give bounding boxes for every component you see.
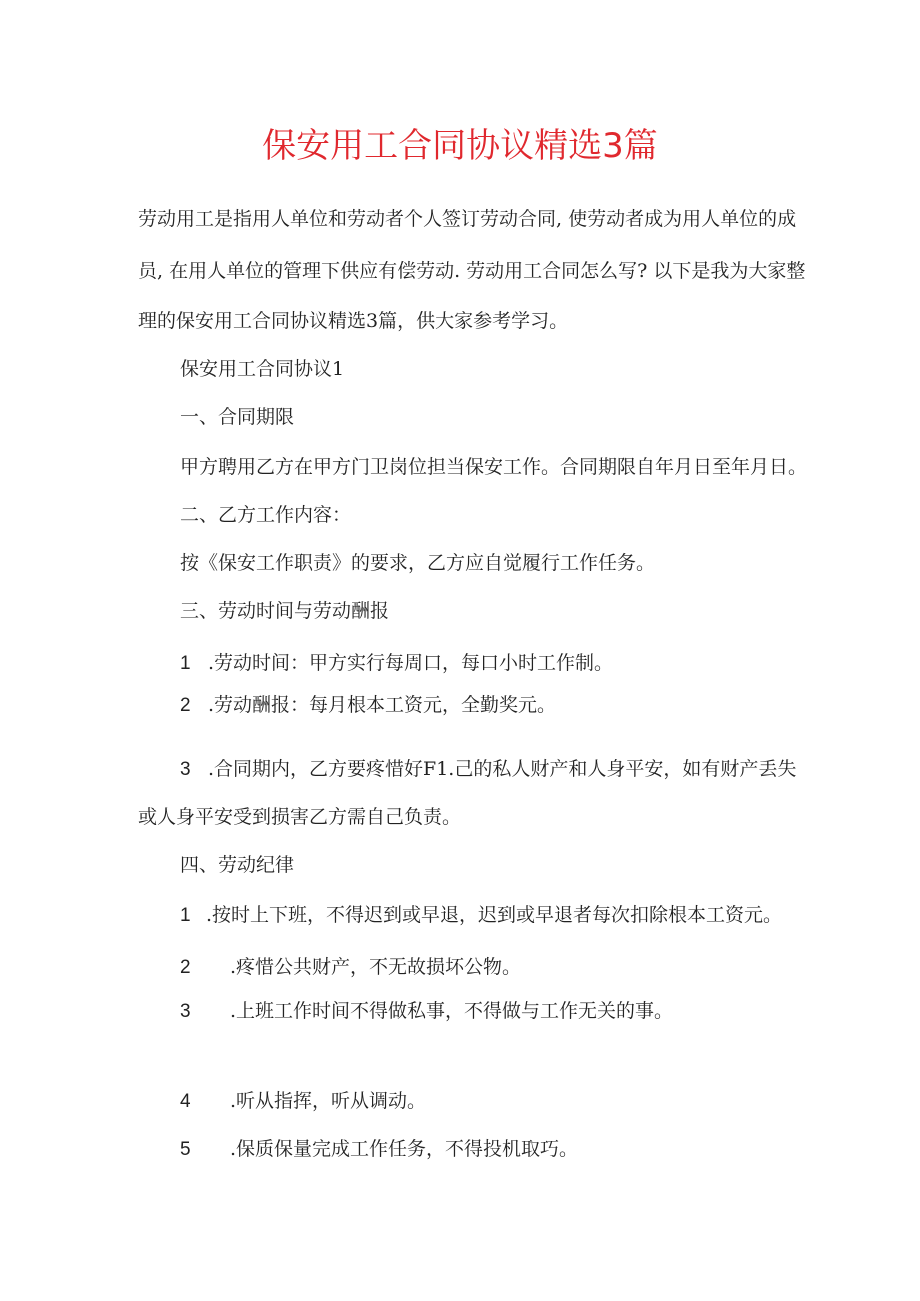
list-item-text: .合同期内，乙方要疼惜好F1.己的私人财产和人身平安，如有财产丢失 — [208, 758, 797, 780]
list-item — [180, 696, 556, 715]
intro-line-2: 员, 在用人单位的管理下供应有偿劳动. 劳动用工合同怎么写? 以下是我为大家整 — [138, 260, 806, 282]
list-item-number: 3 — [180, 1001, 191, 1022]
list-item-text: .劳动时间：甲方实行每周口，每口小时工作制。 — [208, 652, 614, 674]
list-item-text: .听从指挥，听从调动。 — [230, 1090, 427, 1112]
paragraph-contract-term: 甲方聘用乙方在甲方门卫岗位担当保安工作。合同期限自年月日至年月日。 — [180, 456, 808, 478]
list-item — [180, 1002, 673, 1021]
list-item-continuation: 或人身平安受到损害乙方需自己负责。 — [138, 806, 462, 828]
list-item — [180, 760, 796, 779]
list-item-number: 1 — [180, 905, 191, 926]
list-item — [180, 1092, 426, 1111]
list-item-number: 5 — [180, 1139, 191, 1160]
list-item-number: 2 — [180, 695, 191, 716]
heading-contract-term: 一、合同期限 — [180, 406, 295, 428]
heading-work-time-pay: 三、劳动时间与劳动酬报 — [180, 600, 390, 622]
heading-work-content: 二、乙方工作内容： — [180, 504, 352, 526]
list-item-text: .按时上下班，不得迟到或早退，迟到或早退者每次扣除根本工资元。 — [206, 904, 783, 926]
list-item-text: .保质保量完成工作任务，不得投机取巧。 — [230, 1138, 579, 1160]
list-item-text: .劳动酬报：每月根本工资元，全勤奖元。 — [208, 694, 557, 716]
list-item-text: .上班工作时间不得做私事，不得做与工作无关的事。 — [230, 1000, 674, 1022]
list-item-number: 1 — [180, 653, 191, 674]
list-item — [180, 958, 521, 977]
list-item-number: 3 — [180, 759, 191, 780]
list-item — [180, 906, 782, 925]
list-item-number: 4 — [180, 1091, 191, 1112]
list-item — [180, 1140, 578, 1159]
intro-line-3: 理的保安用工合同协议精选3篇，供大家参考学习。 — [138, 310, 569, 332]
intro-line-1: 劳动用工是指用人单位和劳动者个人签订劳动合同, 使劳动者成为用人单位的成 — [138, 208, 797, 230]
heading-labor-discipline: 四、劳动纪律 — [180, 854, 295, 876]
paragraph-work-content: 按《保安工作职责》的要求，乙方应自觉履行工作任务。 — [180, 552, 656, 574]
list-item — [180, 654, 613, 673]
list-item-number: 2 — [180, 957, 191, 978]
document-title: 保安用工合同协议精选3篇 — [262, 126, 658, 166]
section-title: 保安用工合同协议1 — [180, 358, 345, 380]
list-item-text: .疼惜公共财产，不无故损坏公物。 — [230, 956, 522, 978]
